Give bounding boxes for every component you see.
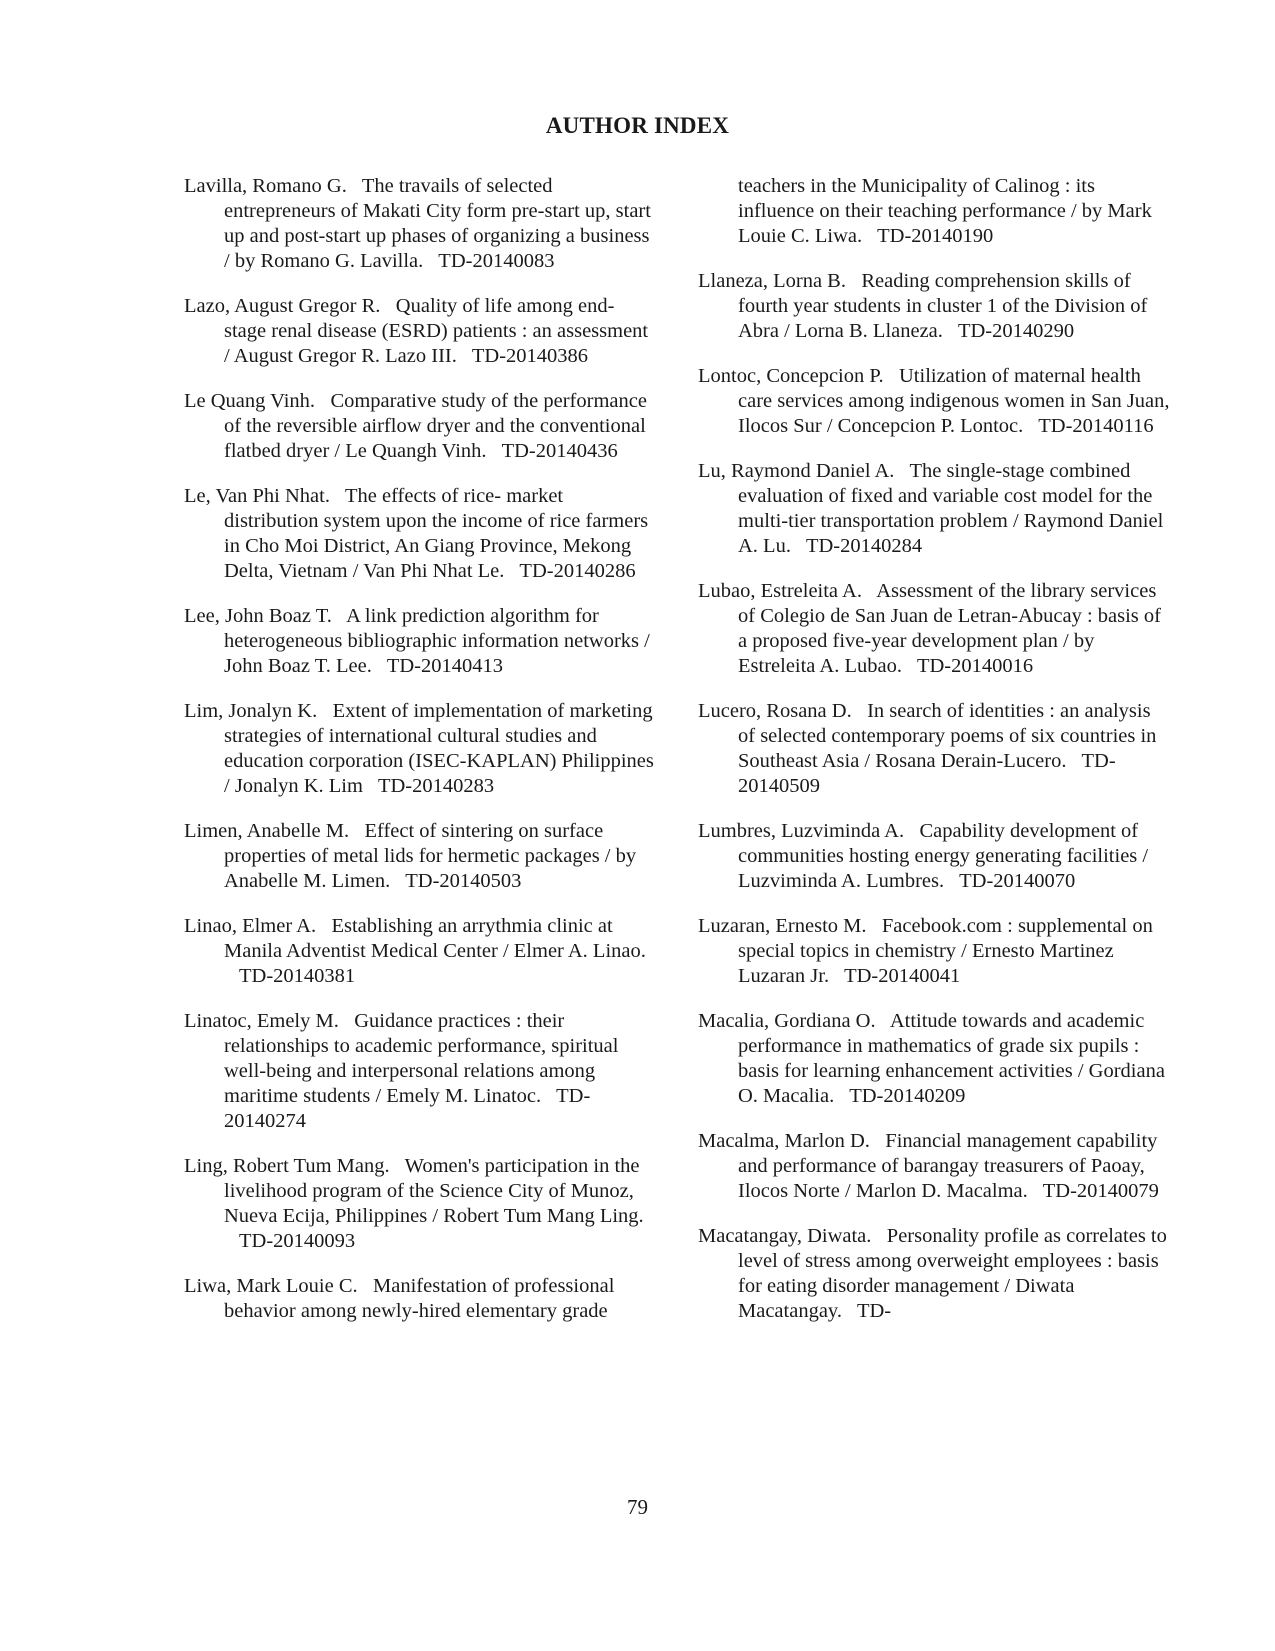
page-title: AUTHOR INDEX [545, 113, 730, 138]
entry-title: Financial management capability and performance of barangay treasurers of Paoay, Ilocos Norte / Marlon D. Macalma. [738, 1130, 1158, 1202]
entry-id: TD-20140079 [1042, 1180, 1159, 1202]
index-entry [184, 914, 656, 989]
entry-author: Lontoc, Concepcion P. [698, 365, 884, 387]
entry-author: Lu, Raymond Daniel A. [698, 460, 895, 482]
index-entry [184, 819, 656, 894]
entry-id: TD-20140209 [849, 1085, 966, 1107]
entry-title: Utilization of maternal health care services among indigenous women in San Juan, Ilocos Sur / Concepcion P. Lontoc. [738, 365, 1170, 437]
entry-title: Guidance practices : their relationships to academic performance, spiritual well-being and interpersonal relations among maritime students / Emely M. Linatoc. [224, 1010, 619, 1107]
entry-title: Capability development of communities hosting energy generating facilities / Luzviminda A. Lumbres. [738, 820, 1149, 892]
entry-id: TD-20140083 [438, 250, 555, 272]
entry-title: Establishing an arrythmia clinic at Manila Adventist Medical Center / Elmer A. Linao. [224, 915, 646, 962]
entry-id: TD-20140283 [377, 775, 495, 797]
entry-title: Manifestation of professional behavior among newly-hired elementary grade [224, 1275, 615, 1322]
index-entry [184, 1274, 656, 1324]
index-entry [698, 699, 1170, 799]
entry-title: Women's participation in the livelihood program of the Science City of Munoz, Nueva Ecija, Philippines / Robert Tum Mang Ling. [224, 1155, 644, 1227]
index-entry [184, 484, 656, 584]
entry-title: Facebook.com : supplemental on special topics in chemistry / Ernesto Martinez Luzaran Jr. [738, 915, 1153, 987]
entry-id: TD-20140413 [386, 655, 503, 677]
continued-entry [698, 174, 1170, 249]
entry-title: Attitude towards and academic performance in mathematics of grade six pupils : basis for learning enhancement activities / Gordiana O. Macalia. [738, 1010, 1165, 1107]
index-entry [184, 174, 656, 274]
index-entry [698, 364, 1170, 439]
entry-author: Limen, Anabelle M. [184, 820, 350, 842]
entry-title: Assessment of the library services of Colegio de San Juan de Letran-Abucay : basis of a proposed five-year development plan / by Estreleita A. Lubao. [738, 580, 1161, 677]
entry-title: Quality of life among end-stage renal disease (ESRD) patients : an assessment / August Gregor R. Lazo III. [224, 295, 649, 367]
entry-author: Macalma, Marlon D. [698, 1130, 870, 1152]
index-entry [184, 389, 656, 464]
entry-author: Lazo, August Gregor R. [184, 295, 381, 317]
index-entry [698, 1224, 1170, 1324]
entry-id: TD-20140093 [239, 1230, 356, 1252]
entry-author: Le Quang Vinh. [184, 390, 316, 412]
entry-author: Lavilla, Romano G. [184, 175, 347, 197]
entry-author: Lucero, Rosana D. [698, 700, 852, 722]
index-entry [184, 294, 656, 369]
entry-id: TD-20140286 [519, 560, 636, 582]
entry-title: The single-stage combined evaluation of fixed and variable cost model for the multi-tier transportation problem / Raymond Daniel A. Lu. [738, 460, 1164, 557]
entry-id: TD-20140509 [738, 750, 1116, 797]
index-entry [184, 699, 656, 799]
left-column [184, 174, 656, 1344]
entry-id: TD-20140016 [916, 655, 1034, 677]
entry-author: Le, Van Phi Nhat. [184, 485, 330, 507]
entry-text: teachers in the Municipality of Calinog : its influence on their teaching performance / by Mark Louie C. Liwa. [738, 175, 1152, 247]
index-entry [698, 459, 1170, 559]
entry-title: Effect of sintering on surface properties of metal lids for hermetic packages / by Anabelle M. Limen. [224, 820, 637, 892]
right-column [698, 174, 1170, 1344]
entry-id: TD-20140503 [405, 870, 522, 892]
entry-title: A link prediction algorithm for heterogeneous bibliographic information networks / John Boaz T. Lee. [224, 605, 650, 677]
index-entry [698, 269, 1170, 344]
entry-id: TD-20140116 [1038, 415, 1154, 437]
entry-author: Linao, Elmer A. [184, 915, 317, 937]
entry-id: TD-20140290 [957, 320, 1075, 342]
entry-id: TD-20140386 [471, 345, 589, 367]
entry-id: TD-20140284 [805, 535, 923, 557]
entry-author: Llaneza, Lorna B. [698, 270, 846, 292]
entry-id: TD-20140381 [239, 965, 356, 987]
entry-id: TD- [856, 1300, 892, 1322]
entry-author: Lim, Jonalyn K. [184, 700, 318, 722]
entry-author: Luzaran, Ernesto M. [698, 915, 867, 937]
entry-author: Lumbres, Luzviminda A. [698, 820, 905, 842]
entry-title: The travails of selected entrepreneurs of Makati City form pre-start up, start up and post-start up phases of organizing a business / by Romano G. Lavilla. [224, 175, 651, 272]
entry-author: Lubao, Estreleita A. [698, 580, 862, 602]
entry-author: Liwa, Mark Louie C. [184, 1275, 358, 1297]
index-entry [184, 1154, 656, 1254]
index-entry [184, 604, 656, 679]
entry-id: TD-20140041 [844, 965, 961, 987]
entry-author: Lee, John Boaz T. [184, 605, 332, 627]
entry-author: Macalia, Gordiana O. [698, 1010, 876, 1032]
entry-author: Linatoc, Emely M. [184, 1010, 339, 1032]
index-entry [698, 819, 1170, 894]
index-entry [698, 1129, 1170, 1204]
entry-author: Macatangay, Diwata. [698, 1225, 872, 1247]
entry-title: In search of identities : an analysis of selected contemporary poems of six countries in Southeast Asia / Rosana Derain-Lucero. [738, 700, 1157, 772]
entry-id: TD-20140070 [959, 870, 1076, 892]
index-entry [698, 579, 1170, 679]
entry-id: TD-20140274 [224, 1085, 591, 1132]
index-entry [698, 914, 1170, 989]
entry-title: Personality profile as correlates to level of stress among overweight employees : basis for eating disorder management / Diwata Macatangay. [738, 1225, 1167, 1322]
entry-id: TD-20140190 [877, 225, 994, 247]
index-entry [698, 1009, 1170, 1109]
entry-title: Comparative study of the performance of the reversible airflow dryer and the conventional flatbed dryer / Le Quangh Vinh. [224, 390, 647, 462]
entry-id: TD-20140436 [501, 440, 618, 462]
entry-title: Extent of implementation of marketing strategies of international cultural studies and education corporation (ISEC-KAPLAN) Philippines / Jonalyn K. Lim [224, 700, 654, 797]
index-entry [184, 1009, 656, 1134]
page-number: 79 [627, 1495, 648, 1519]
entry-title: Reading comprehension skills of fourth year students in cluster 1 of the Division of Abra / Lorna B. Llaneza. [738, 270, 1148, 342]
entry-author: Ling, Robert Tum Mang. [184, 1155, 390, 1177]
entry-title: The effects of rice- market distribution system upon the income of rice farmers in Cho Moi District, An Giang Province, Mekong Delta, Vietnam / Van Phi Nhat Le. [224, 485, 649, 582]
